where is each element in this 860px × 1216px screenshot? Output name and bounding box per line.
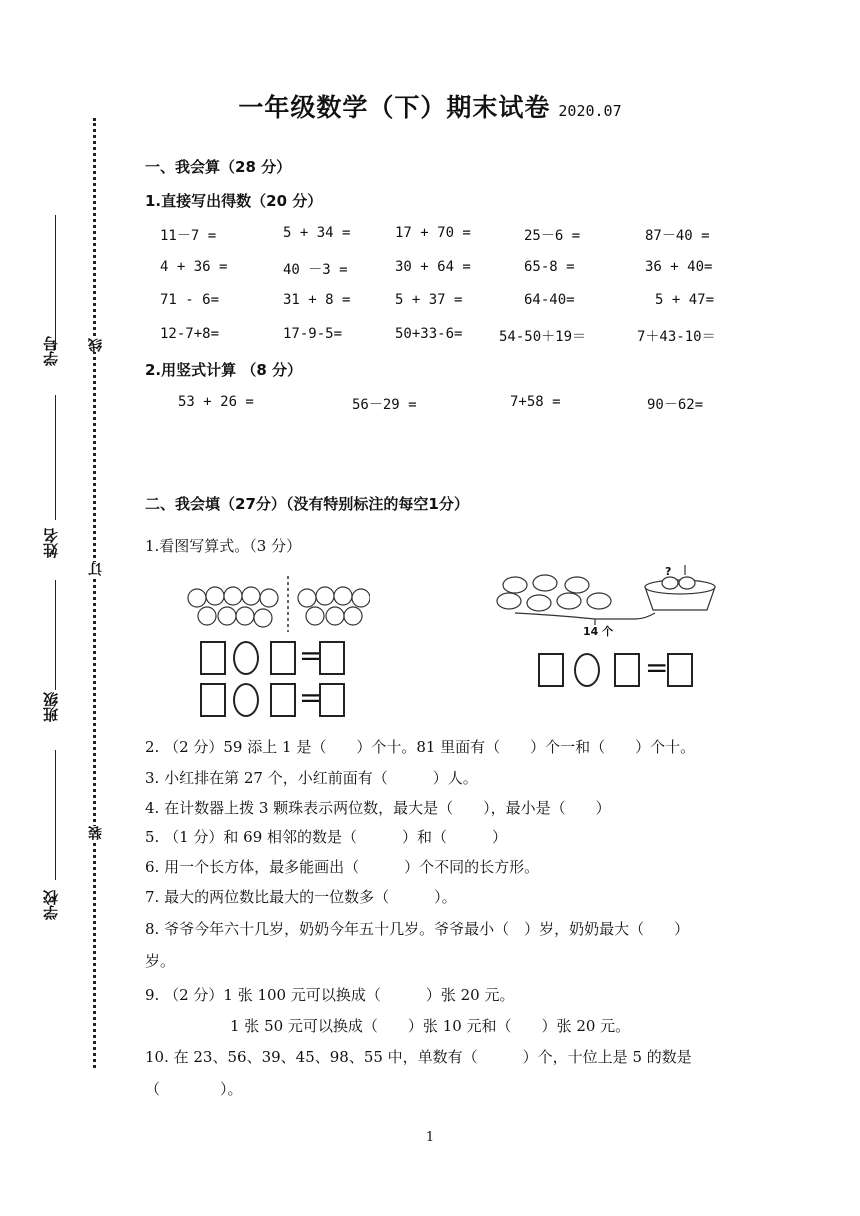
calc-item: 5 + 37 = bbox=[395, 292, 463, 308]
question-6: 6. 用一个长方体，最多能画出（ ）个不同的长方形。 bbox=[145, 858, 540, 876]
question-5: 5. （1 分）和 69 相邻的数是（ ）和（ ） bbox=[145, 828, 508, 846]
section2-heading: 二、我会填（27分）（没有特别标注的每空1分） bbox=[145, 495, 469, 513]
question-10: 10. 在 23、56、39、45、98、55 中，单数有（ ）个，十位上是 5 的数是 bbox=[145, 1048, 692, 1066]
calc-item: 4 + 36 = bbox=[160, 259, 228, 275]
calc-item: 65-8 = bbox=[524, 259, 575, 275]
class-label: 班级 bbox=[42, 692, 60, 722]
answer-box[interactable] bbox=[200, 641, 226, 675]
binding-dotted-line bbox=[93, 118, 96, 1068]
calc-item: 5 + 34 = bbox=[283, 225, 351, 241]
basket-question-mark: ? bbox=[665, 565, 672, 578]
page-title bbox=[0, 88, 860, 124]
vertical-calc-item: 7+58 = bbox=[510, 394, 561, 410]
exam-date: 2020.07 bbox=[558, 102, 622, 120]
calc-item: 25－6 = bbox=[524, 228, 581, 244]
calc-item: 17 + 70 = bbox=[395, 225, 471, 241]
school-label: 学校 bbox=[42, 890, 60, 920]
operator-oval[interactable] bbox=[233, 641, 259, 675]
calc-item: 12-7+8= bbox=[160, 326, 220, 342]
calc-item: 71 - 6= bbox=[160, 292, 220, 308]
question-4: 4. 在计数器上拨 3 颗珠表示两位数，最大是（ ），最小是（ ） bbox=[145, 799, 611, 817]
strawberries-illustration bbox=[185, 576, 370, 632]
equals-sign: = bbox=[645, 651, 669, 684]
title-text: 一年级数学（下）期末试卷 bbox=[238, 93, 551, 122]
vertical-calc-item: 53 + 26 = bbox=[178, 394, 254, 410]
student-id-underline bbox=[55, 215, 56, 350]
answer-box[interactable] bbox=[667, 653, 693, 687]
calc-item: 40 －3 = bbox=[283, 262, 348, 278]
question-2: 2. （2 分）59 添上 1 是（ ）个十。81 里面有（ ）个一和（ ）个十。 bbox=[145, 738, 696, 756]
question-10-continuation: （ ）。 bbox=[145, 1080, 243, 1098]
vertical-calc-item: 90－62= bbox=[647, 397, 704, 413]
school-underline bbox=[55, 750, 56, 880]
total-count-label: 14 个 bbox=[583, 625, 614, 638]
question-3: 3. 小红排在第 27 个，小红前面有（ ）人。 bbox=[145, 769, 478, 787]
calc-item: 5 + 47= bbox=[655, 292, 715, 308]
student-id-label: 学号 bbox=[42, 336, 60, 366]
answer-box[interactable] bbox=[538, 653, 564, 687]
answer-box[interactable] bbox=[200, 683, 226, 717]
answer-box[interactable] bbox=[319, 683, 345, 717]
calc-item: 50+33-6= bbox=[395, 326, 463, 342]
calc-item: 17-9-5= bbox=[283, 326, 343, 342]
line-mark: 线 bbox=[88, 338, 104, 352]
calc-item: 30 + 64 = bbox=[395, 259, 471, 275]
page-number: 1 bbox=[425, 1130, 435, 1145]
calc-item: 36 + 40= bbox=[645, 259, 713, 275]
name-underline bbox=[55, 395, 56, 520]
answer-box[interactable] bbox=[319, 641, 345, 675]
operator-oval[interactable] bbox=[233, 683, 259, 717]
bind-mark: 订 bbox=[88, 562, 104, 576]
question-8-continuation: 岁。 bbox=[145, 952, 176, 970]
calc-item: 64-40= bbox=[524, 292, 575, 308]
answer-box[interactable] bbox=[270, 641, 296, 675]
section1-heading: 一、我会算（28 分） bbox=[145, 158, 292, 176]
equals-sign: = bbox=[299, 639, 323, 672]
equals-sign: = bbox=[299, 681, 323, 714]
calc-item: 87－40 = bbox=[645, 228, 710, 244]
vertical-calc-item: 56－29 = bbox=[352, 397, 417, 413]
question-1: 1.看图写算式。（3 分） bbox=[145, 537, 302, 555]
calc-item: 54-50＋19＝ bbox=[499, 329, 587, 345]
class-underline bbox=[55, 580, 56, 690]
question-9-part2: 1 张 50 元可以换成（ ）张 10 元和（ ）张 20 元。 bbox=[230, 1017, 631, 1035]
question-9: 9. （2 分）1 张 100 元可以换成（ ）张 20 元。 bbox=[145, 986, 515, 1004]
section1-part2-heading: 2.用竖式计算 （8 分） bbox=[145, 361, 303, 379]
peaches-basket-illustration bbox=[495, 565, 730, 640]
name-label: 姓名 bbox=[42, 528, 60, 558]
section1-part1-heading: 1.直接写出得数（20 分） bbox=[145, 192, 323, 210]
calc-item: 31 + 8 = bbox=[283, 292, 351, 308]
question-7: 7. 最大的两位数比最大的一位数多（ ）。 bbox=[145, 888, 457, 906]
calc-item: 11－7 = bbox=[160, 228, 217, 244]
calc-item: 7＋43-10＝ bbox=[637, 329, 716, 345]
staple-mark: 装 bbox=[88, 826, 104, 840]
answer-box[interactable] bbox=[614, 653, 640, 687]
operator-oval[interactable] bbox=[574, 653, 600, 687]
answer-box[interactable] bbox=[270, 683, 296, 717]
question-8: 8. 爷爷今年六十几岁，奶奶今年五十几岁。爷爷最小（ ）岁，奶奶最大（ ） bbox=[145, 920, 690, 938]
